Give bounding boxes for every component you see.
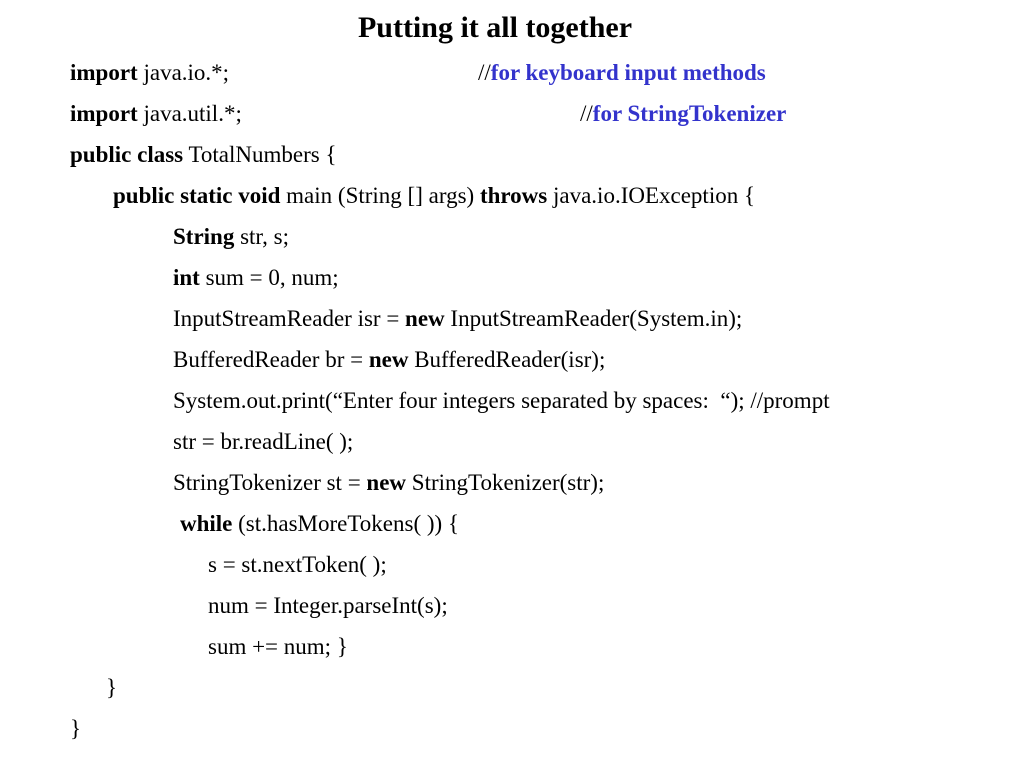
- code-line-import-util: [70, 99, 242, 129]
- comment-text: for StringTokenizer: [592, 101, 787, 126]
- code-text: (st.hasMoreTokens( )) {: [232, 511, 459, 536]
- keyword-new: new: [368, 347, 409, 372]
- code-text: BufferedReader br =: [173, 347, 369, 372]
- comment-slashes: //: [580, 101, 593, 126]
- code-line-isr: [173, 304, 742, 334]
- keyword-public-static-void: public static void: [113, 183, 281, 208]
- keyword-string: String: [173, 224, 235, 249]
- keyword-int: int: [173, 265, 200, 290]
- code-line-main-decl: [113, 181, 755, 211]
- code-line-next-token: s = st.nextToken( );: [208, 552, 387, 577]
- code-text: java.io.*;: [137, 60, 230, 85]
- keyword-import: import: [70, 101, 138, 126]
- code-line-close-main: }: [106, 675, 118, 700]
- code-text: main (String [] args): [280, 183, 480, 208]
- code-text: InputStreamReader(System.in);: [444, 306, 743, 331]
- code-text: sum = 0, num;: [199, 265, 339, 290]
- code-text: java.util.*;: [137, 101, 242, 126]
- code-line-int-decl: [173, 263, 339, 293]
- keyword-while: while: [180, 511, 233, 536]
- code-line-sum: sum += num; }: [208, 634, 348, 659]
- code-line-while: [180, 509, 459, 539]
- code-line-string-decl: [173, 222, 289, 252]
- code-text: TotalNumbers {: [183, 142, 337, 167]
- code-text: java.io.IOException {: [547, 183, 756, 208]
- keyword-new: new: [405, 306, 445, 331]
- code-line-import-io: [70, 58, 229, 88]
- comment-keyboard-input: [478, 58, 766, 88]
- code-text: StringTokenizer(str);: [406, 470, 605, 495]
- code-text: StringTokenizer st =: [173, 470, 367, 495]
- code-line-br: [173, 345, 605, 375]
- code-line-print-prompt: System.out.print(“Enter four integers separated by spaces: “); //prompt: [173, 388, 830, 413]
- comment-stringtokenizer: [580, 99, 786, 129]
- keyword-new: new: [366, 470, 407, 495]
- code-line-readline: str = br.readLine( );: [173, 429, 354, 454]
- code-text: BufferedReader(isr);: [408, 347, 606, 372]
- code-line-parse-int: num = Integer.parseInt(s);: [208, 593, 448, 618]
- code-line-tokenizer: [173, 468, 604, 498]
- code-line-class-decl: [70, 140, 337, 170]
- keyword-import: import: [70, 60, 138, 85]
- keyword-public-class: public class: [70, 142, 184, 167]
- code-text: InputStreamReader isr =: [173, 306, 406, 331]
- code-text: str, s;: [234, 224, 290, 249]
- comment-slashes: //: [478, 60, 491, 85]
- code-line-close-class: }: [70, 716, 82, 741]
- keyword-throws: throws: [479, 183, 548, 208]
- comment-text: for keyboard input methods: [490, 60, 766, 85]
- slide-title: Putting it all together: [357, 11, 633, 44]
